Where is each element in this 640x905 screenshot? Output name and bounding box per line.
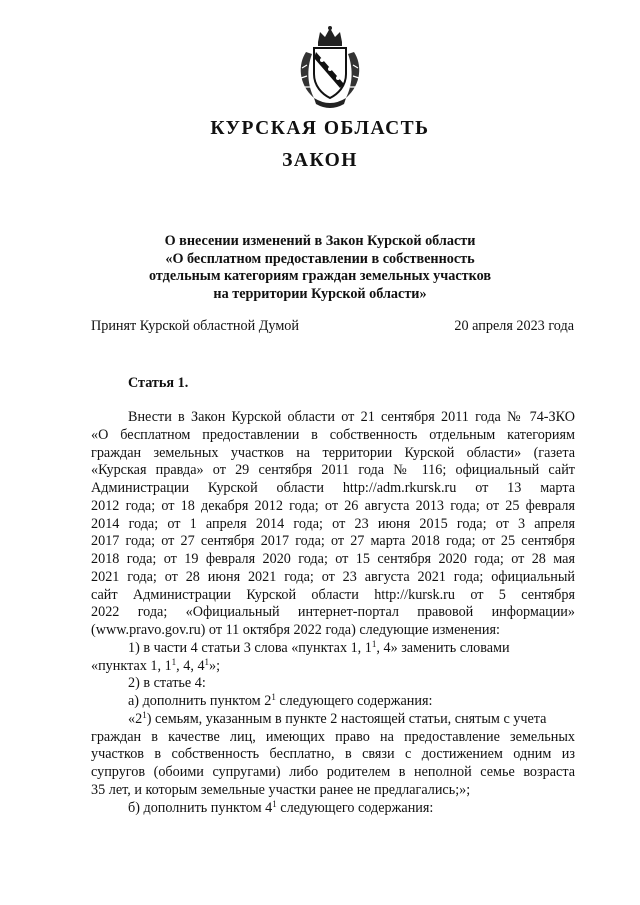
- article-heading: Статья 1.: [128, 375, 189, 391]
- body-line: (www.pravo.gov.ru) от 11 октября 2022 года) следующие изменения:: [91, 622, 500, 638]
- superscript: 1: [171, 656, 177, 667]
- title-line: «О бесплатном предоставлении в собственность: [165, 250, 475, 267]
- quote-text: «2: [128, 710, 143, 727]
- item-1-line: [91, 640, 575, 658]
- title-line: на территории Курской области»: [213, 285, 427, 302]
- body-line: 2018 года; от 19 февраля 2020 года; от 15 сентября 2020 года; от 28 мая: [91, 551, 575, 567]
- superscript: 1: [142, 709, 147, 720]
- superscript: 1: [204, 656, 210, 667]
- item-1-line: [91, 658, 575, 676]
- law-title: [100, 233, 540, 303]
- item-1-text: 1) в части 4 статьи 3 слова «пунктах 1, 1: [128, 639, 372, 656]
- body-line: Администрации Курской области http://adm.rkursk.ru от 13 марта: [91, 480, 575, 496]
- item-b-text: следующего содержания:: [276, 799, 434, 816]
- quote-text: ) семьям, указанным в пункте 2 настоящей статьи, снятым с учета: [146, 710, 547, 727]
- body-line: Внести в Закон Курской области от 21 сентября 2011 года № 74-ЗКО: [128, 409, 575, 425]
- superscript: 1: [271, 692, 276, 702]
- item-b-line: [91, 800, 575, 818]
- item-a-text: а) дополнить пунктом 2: [128, 693, 272, 709]
- body-line: 2022 года; «Официальный интернет-портал правовой информации»: [91, 604, 575, 621]
- body-line: сайт Администрации Курской области http://kursk.ru от 5 сентября: [91, 586, 575, 603]
- item-1-text: «пунктах 1, 1: [91, 657, 172, 674]
- body-line: 2014 года; от 1 апреля 2014 года; от 23 июня 2015 года; от 3 апреля: [91, 515, 575, 532]
- body-line: граждан земельных участков на территории Курской области» (газета: [91, 444, 575, 461]
- item-1-text: , 4» заменить словами: [376, 639, 510, 656]
- quote-line: граждан в качестве лиц, имеющих право на предоставление земельных: [91, 728, 575, 745]
- item-a-text: следующего содержания:: [275, 693, 433, 709]
- item-2-line: 2) в статье 4:: [128, 675, 206, 692]
- title-line: О внесении изменений в Закон Курской области: [164, 233, 476, 249]
- body-line: «О бесплатном предоставлении в собственность отдельным категориям: [91, 426, 575, 443]
- item-1-text: , 4, 4: [176, 657, 205, 674]
- body-line: «Курская правда» от 29 сентября 2011 года № 116; официальный сайт: [91, 462, 575, 479]
- item-a-line: [91, 693, 575, 711]
- quote-line: 35 лет, и которым земельные участки ранее не предлагались;»;: [91, 781, 471, 798]
- adoption-date: 20 апреля 2023 года: [454, 318, 574, 334]
- superscript: 1: [371, 638, 377, 649]
- document-type-heading: ЗАКОН: [282, 150, 358, 171]
- document-body: [91, 409, 575, 817]
- body-line: 2012 года; от 18 декабря 2012 года; от 26 августа 2013 года; от 25 февраля: [91, 497, 575, 514]
- quote-line: [91, 711, 575, 729]
- quote-line: супругов (обоими супругами) либо родителем в неполной семье возраста: [91, 764, 575, 780]
- body-line: 2017 года; от 27 сентября 2017 года; от 27 марта 2018 года; от 25 сентября: [91, 533, 575, 550]
- item-1-text: »;: [209, 657, 221, 674]
- title-line: отдельным категориям граждан земельных участков: [148, 268, 492, 285]
- body-line: 2021 года; от 28 июня 2021 года; от 23 августа 2021 года; официальный: [91, 568, 575, 585]
- region-heading: КУРСКАЯ ОБЛАСТЬ: [210, 118, 430, 139]
- coat-of-arms-emblem: [292, 24, 368, 108]
- adopted-by: Принят Курской областной Думой: [91, 318, 299, 334]
- superscript: 1: [272, 798, 277, 809]
- item-b-text: б) дополнить пунктом 4: [128, 799, 273, 816]
- quote-line: участков в собственность бесплатно, в связи с достижением одним из: [91, 746, 575, 763]
